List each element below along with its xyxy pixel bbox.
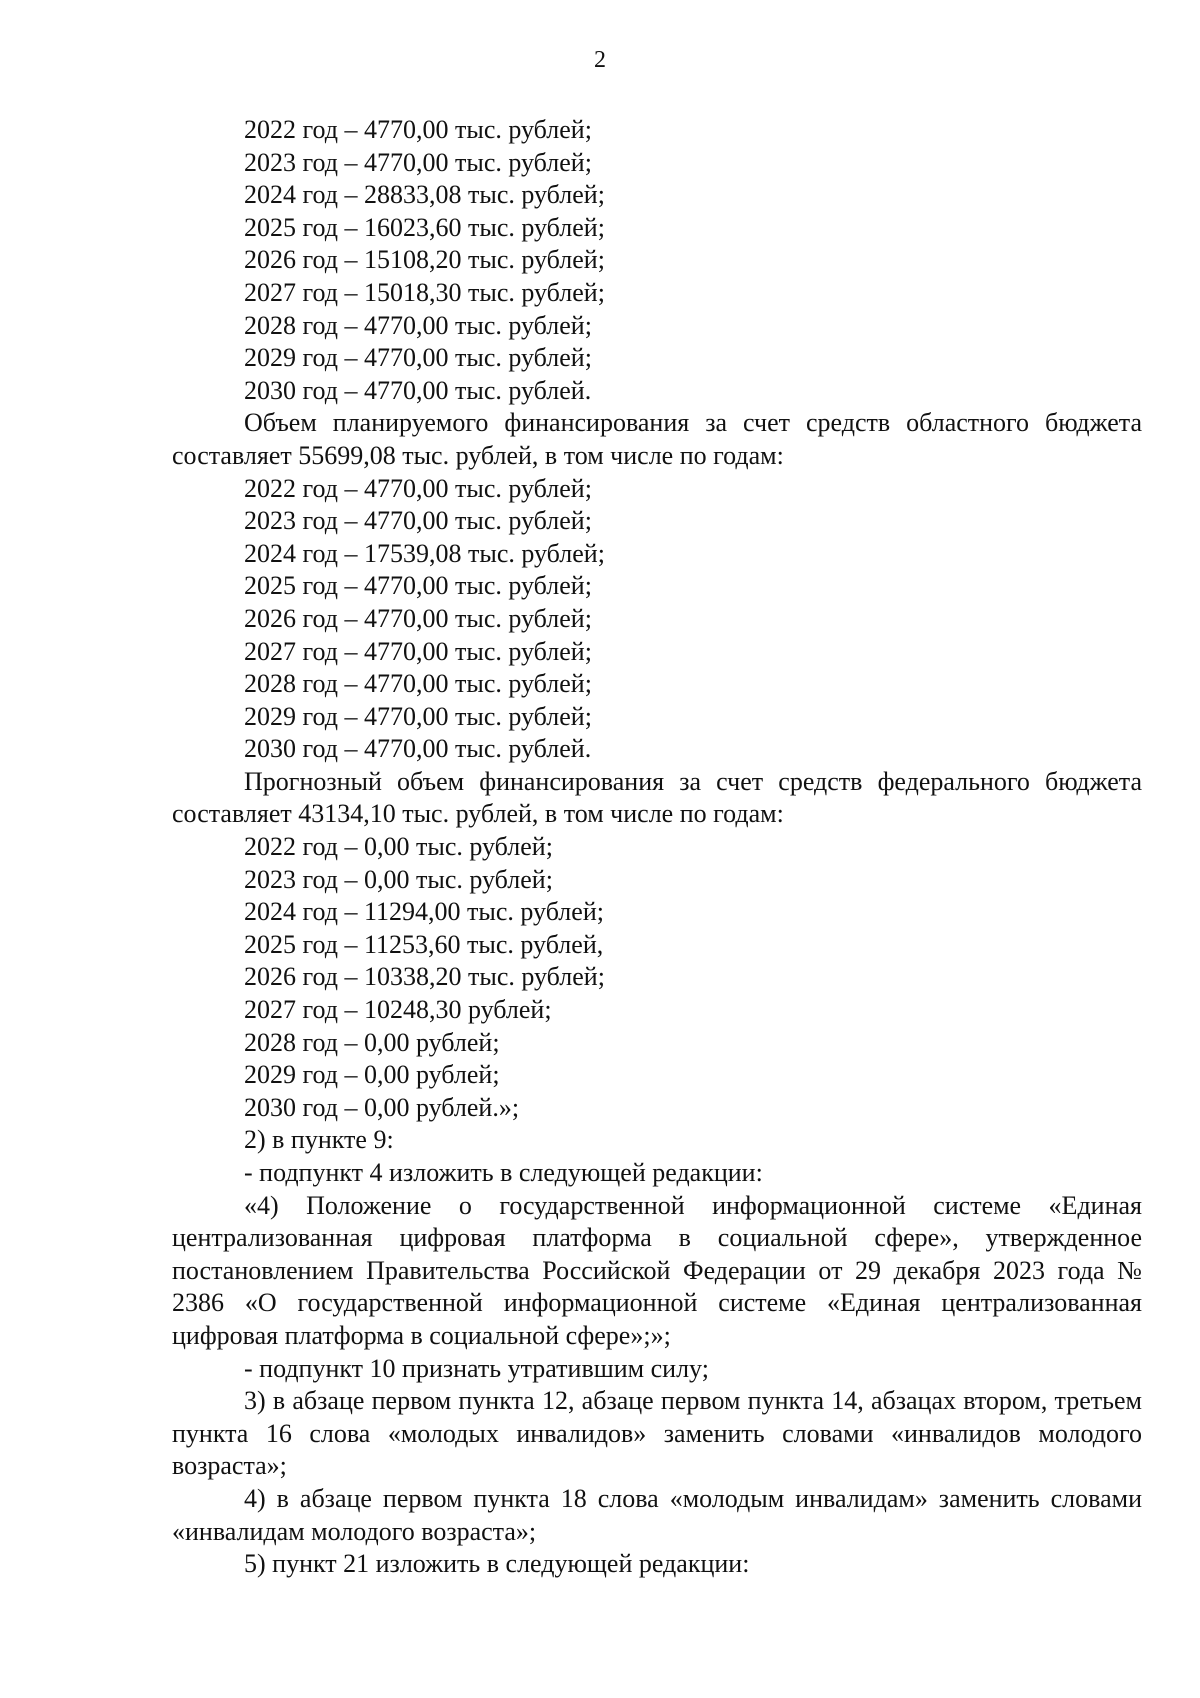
document-body <box>172 114 1142 1581</box>
funding-year-line: 2025 год – 16023,60 тыс. рублей; <box>244 212 605 242</box>
amendment-item-5: 5) пункт 21 изложить в следующей редакции: <box>244 1549 750 1579</box>
amendment-subitem: - подпункт 4 изложить в следующей редакции: <box>244 1158 763 1187</box>
funding-year-line: 2022 год – 4770,00 тыс. рублей; <box>244 473 592 503</box>
funding-year-line: 2030 год – 4770,00 тыс. рублей. <box>244 375 592 405</box>
funding-year-line: 2024 год – 11294,00 тыс. рублей; <box>244 897 604 927</box>
amendment-quote-paragraph: «4) Положение о государственной информационной системе «Единая централизованная цифровая платформа в социальной сфере», утвержденное постановлением Правительства Российской Федерации от 29 декабря 2023 года № 2386 «О государственной информационной системе «Единая централизованная цифровая платформа в социальной сфере»;»; <box>172 1190 1142 1350</box>
funding-year-line: 2024 год – 17539,08 тыс. рублей; <box>244 538 605 568</box>
amendment-item-2: 2) в пункте 9: <box>244 1125 394 1155</box>
funding-year-line: 2024 год – 28833,08 тыс. рублей; <box>244 180 605 210</box>
funding-year-line: 2026 год – 15108,20 тыс. рублей; <box>244 245 605 275</box>
funding-year-line: 2027 год – 10248,30 рублей; <box>244 995 552 1025</box>
funding-year-line: 2026 год – 10338,20 тыс. рублей; <box>244 962 605 992</box>
funding-year-line: 2023 год – 4770,00 тыс. рублей; <box>244 506 592 536</box>
funding-year-line: 2025 год – 4770,00 тыс. рублей; <box>244 571 592 601</box>
page-number: 2 <box>594 47 606 73</box>
funding-year-line: 2029 год – 4770,00 тыс. рублей; <box>244 343 592 373</box>
regional-budget-paragraph: Объем планируемого финансирования за счет средств областного бюджета составляет 55699,08 тыс. рублей, в том числе по годам: <box>172 408 1142 470</box>
funding-year-line: 2028 год – 0,00 рублей; <box>244 1027 500 1057</box>
funding-year-line: 2027 год – 15018,30 тыс. рублей; <box>244 277 605 307</box>
federal-budget-paragraph: Прогнозный объем финансирования за счет средств федерального бюджета составляет 43134,10 тыс. рублей, в том числе по годам: <box>172 766 1142 829</box>
amendment-subitem: - подпункт 10 признать утратившим силу; <box>244 1353 709 1383</box>
amendment-item-4: 4) в абзаце первом пункта 18 слова «молодым инвалидам» заменить словами «инвалидам молодого возраста»; <box>172 1483 1142 1546</box>
funding-year-line: 2030 год – 0,00 рублей.»; <box>244 1092 520 1122</box>
funding-year-line: 2023 год – 0,00 тыс. рублей; <box>244 864 553 894</box>
funding-year-line: 2028 год – 4770,00 тыс. рублей; <box>244 669 592 699</box>
funding-year-line: 2029 год – 4770,00 тыс. рублей; <box>244 701 592 731</box>
funding-year-line: 2028 год – 4770,00 тыс. рублей; <box>244 310 592 340</box>
amendment-item-3: 3) в абзаце первом пункта 12, абзаце первом пункта 14, абзацах втором, третьем пункта 16 слова «молодых инвалидов» заменить словами «инвалидов молодого возраста»; <box>172 1386 1142 1481</box>
funding-year-line: 2026 год – 4770,00 тыс. рублей; <box>244 603 592 633</box>
funding-year-line: 2025 год – 11253,60 тыс. рублей, <box>244 929 604 959</box>
funding-year-line: 2030 год – 4770,00 тыс. рублей. <box>244 734 592 764</box>
funding-year-line: 2029 год – 0,00 рублей; <box>244 1060 500 1090</box>
funding-year-line: 2022 год – 0,00 тыс. рублей; <box>244 832 553 862</box>
funding-year-line: 2023 год – 4770,00 тыс. рублей; <box>244 147 592 177</box>
funding-year-line: 2027 год – 4770,00 тыс. рублей; <box>244 636 592 666</box>
funding-year-line: 2022 год – 4770,00 тыс. рублей; <box>244 115 592 144</box>
